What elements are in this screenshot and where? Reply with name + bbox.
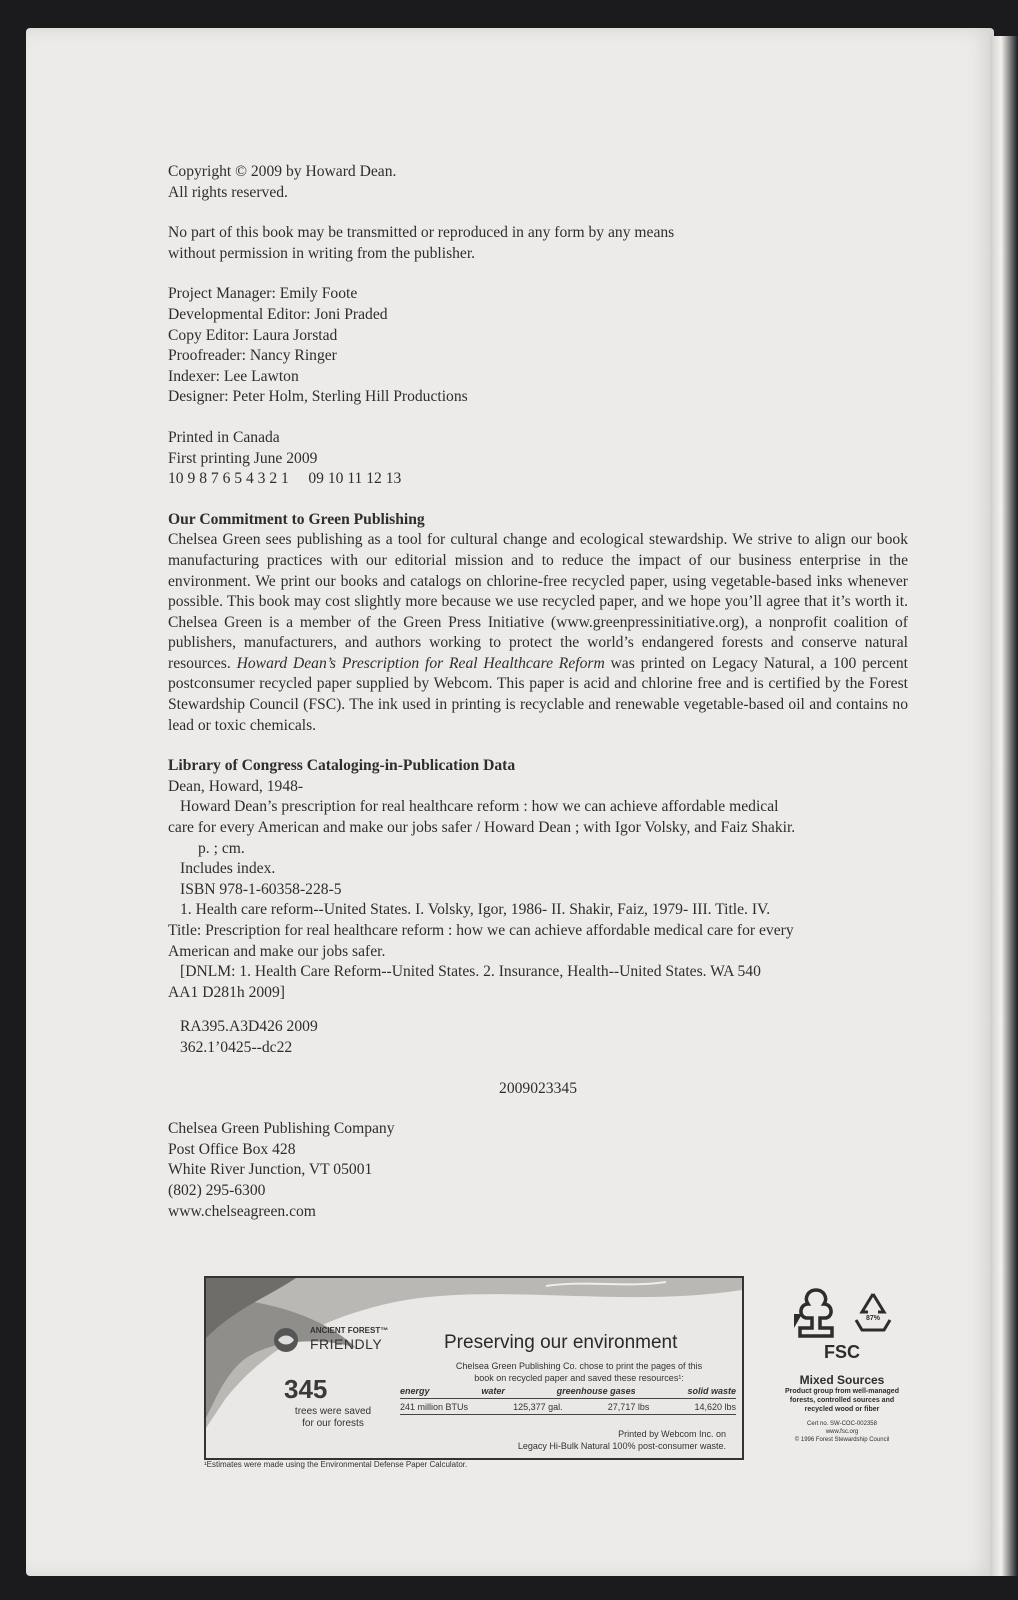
- printing-block: Printed in Canada First printing June 2009 10 9 8 7 6 5 4 3 2 1 09 10 11 12 13: [168, 428, 402, 488]
- af-logo-small: ANCIENT FOREST™: [310, 1326, 389, 1335]
- credit-line: Developmental Editor: Joni Praded: [168, 305, 388, 323]
- trees-saved-number: 345: [284, 1374, 328, 1404]
- lccn-number: 2009023345: [499, 1079, 577, 1097]
- fsc-name: FSC: [824, 1342, 860, 1362]
- green-heading: Our Commitment to Green Publishing: [168, 510, 425, 528]
- cip-author: Dean, Howard, 1948-: [168, 777, 304, 795]
- cip-block: Library of Congress Cataloging-in-Publication Data Dean, Howard, 1948- Howard Dean’s prescription for real healthcare reform : how we can achieve affordable medical care for every American and make our jobs safer / Howard Dean ; with Igor Volsky, and Faiz Shakir. p. ; cm. Includes index. ISBN 978-1-60358-228-5 1. Health care reform--United States. I. Volsky, Igor, 1986- II. Shakir, Faiz, 1979- III. Title. IV. Title: Prescription for real healthcare reform : how we can achieve affordable medical care for every American and make our jobs safer. [DNLM: 1. Health Care Reform--United States. 2. Insurance, Health--United States. WA 540 AA1 D281h 2009] RA395.A3D426 2009 362.1’0425--dc22 2009023345: [168, 756, 908, 1099]
- credit-line: Designer: Peter Holm, Sterling Hill Productions: [168, 388, 468, 406]
- book-title-italic: Howard Dean’s Prescription for Real Healthcare Reform: [236, 654, 605, 672]
- cip-heading: Library of Congress Cataloging-in-Publication Data: [168, 757, 516, 775]
- copyright-page-text: [168, 162, 908, 1222]
- trees-saved-text: trees were saved for our forests: [294, 1406, 372, 1429]
- credit-line: Copy Editor: Laura Jorstad: [168, 326, 338, 344]
- recycle-icon: [850, 1290, 896, 1336]
- printer-note: Printed by Webcom Inc. on Legacy Hi-Bulk Natural 100% post-consumer waste.: [517, 1429, 726, 1451]
- resources-header-row: energy water greenhouse gases solid waste: [400, 1386, 736, 1396]
- environment-box: [204, 1276, 744, 1460]
- permission-block: No part of this book may be transmitted or reproduced in any form by any means without permission in writing from the publisher.: [168, 224, 675, 262]
- preserving-subtitle: Chelsea Green Publishing Co. chose to print the pages of this book on recycled paper and saved these resources¹:: [455, 1361, 703, 1383]
- fsc-tree-icon: [786, 1284, 846, 1344]
- isbn: ISBN 978-1-60358-228-5: [180, 880, 342, 898]
- copyright-block: [168, 162, 908, 203]
- fsc-description: Product group from well-managed forests, controlled sources and recycled wood or fiber: [785, 1388, 899, 1413]
- credit-line: Proofreader: Nancy Ringer: [168, 347, 337, 365]
- publisher-address: Chelsea Green Publishing Company Post Office Box 428 White River Junction, VT 05001 (802) 295-6300 www.chelseagreen.com: [168, 1119, 908, 1222]
- green-publishing-block: [168, 510, 908, 737]
- green-paragraph: Chelsea Green sees publishing as a tool for cultural change and ecological stewardship. We strive to align our book manufacturing practices with our editorial mission and to reduce the impact of our business enterprise in the environment. We print our books and catalogs on chlorine-free recycled paper, using vegetable-based inks whenever possible. This book may cost slightly more because we use recycled paper, and we hope you’ll agree that it’s worth it. Chelsea Green is a member of the Green Press Initiative (www.greenpressinitiative.org), a nonprofit coalition of publishers, manufacturers, and authors working to protect the world’s endangered forests and conserve natural resources. Howard Dean’s Prescription for Real Healthcare Reform was printed on Legacy Natural, a 100 percent postconsumer recycled paper supplied by Webcom. This paper is acid and chlorine free and is certified by the Forest Stewardship Council (FSC). The ink used in printing is recyclable and renewable vegetable-based oil and contains no lead or toxic chemicals.: [168, 531, 909, 734]
- recycled-percent: 87%: [865, 1315, 881, 1322]
- copyright-line: Copyright © 2009 by Howard Dean.: [168, 163, 397, 180]
- resources-table: [400, 1386, 736, 1418]
- credit-line: Project Manager: Emily Foote: [168, 285, 358, 303]
- preserving-title: Preserving our environment: [444, 1332, 678, 1353]
- credits-block: [168, 284, 908, 408]
- page-edge: [990, 36, 1018, 1576]
- rights-line: All rights reserved.: [168, 183, 288, 201]
- af-logo-big: FRIENDLY: [310, 1336, 383, 1352]
- credit-line: Indexer: Lee Lawton: [168, 367, 299, 385]
- fsc-certification: Cert no. SW-COC-002358 www.fsc.org © 1996 Forest Stewardship Council: [794, 1421, 890, 1443]
- footnote: ¹Estimates were made using the Environmental Defense Paper Calculator.: [204, 1460, 468, 1469]
- fsc-mixed-sources: Mixed Sources: [799, 1373, 885, 1387]
- publisher-website: www.chelseagreen.com: [168, 1202, 316, 1220]
- fsc-label: [772, 1284, 912, 1444]
- resources-value-row: 241 million BTUs 125,377 gal. 27,717 lbs 14,620 lbs: [400, 1402, 736, 1412]
